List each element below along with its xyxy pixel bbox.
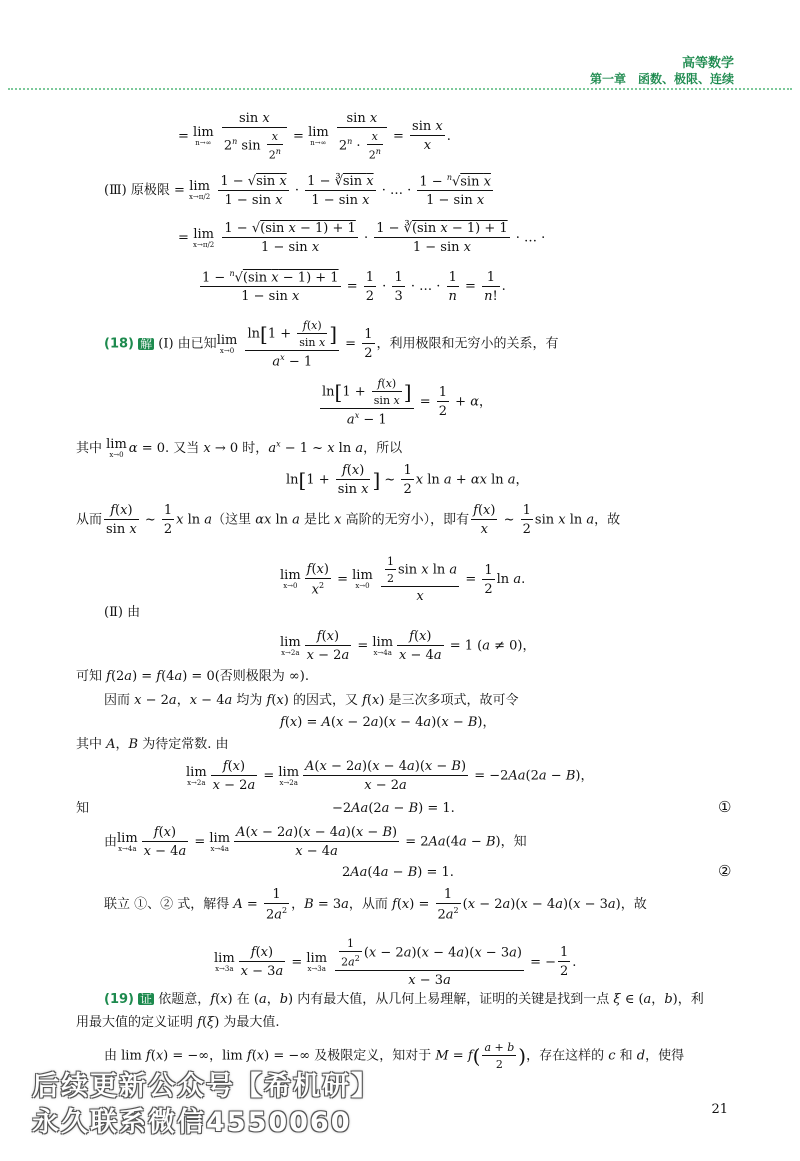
watermark-line-2: 永久联系微信4550060 xyxy=(32,1107,352,1138)
q18-row12: 其中 A，B 为待定常数. 由 xyxy=(76,737,229,752)
q18-label: (18) xyxy=(104,336,134,352)
q17-row2: (Ⅲ) 原极限 = lim x→π/2 $\frac{\text{1 − √sin x}}{\text{1 − sin x}}$ · $\frac{\text{1 − ∛sin x}}{\text{1 − sin x}}$ · … · $\frac{1 - ^n√\sin x}{\text{1 − sin x}}$ xyxy=(104,173,491,209)
q18-row18: lim x→3a $\frac{f(x)}{x - 3a}$ = lim x→3a $\frac{1}{2a^2}$ (x − 2a)(x − 4a)(x − 3a) x − 3a = − $\frac{1}{2}$ . xyxy=(214,937,577,988)
q18-badge: 解 xyxy=(140,336,153,351)
q18-row10: 因而 x − 2a，x − 4a 均为 f(x) 的因式，又 f(x) 是三次多项式，故可令 xyxy=(104,693,519,708)
page-number: 21 xyxy=(711,1102,728,1117)
chapter-title: 第一章 函数、极限、连续 xyxy=(589,72,734,86)
q19-label: (19) xyxy=(104,992,134,1007)
q18-row3: 其中 lim x→0 α = 0. 又当 x → 0 时，$a^x - 1$ ~ x ln a，所以 xyxy=(76,437,403,459)
q18-row8: lim x→2a $\frac{f(x)}{x - 2a}$ = lim x→4a $\frac{f(x)}{x - 4a}$ = 1 (a ≠ 0)， xyxy=(280,629,536,663)
q18-row17: 联立 ①、② 式，解得 A = $\frac{1}{2a^2}$ ，B = 3a，从而 f(x) = $\frac{1}{2a^2}$ (x − 2a)(x − 4a)(x − 3a)，故 xyxy=(104,887,647,923)
q18-row9: 可知 f(2a) = f(4a) = 0(否则极限为 ∞). xyxy=(76,669,309,684)
watermark-line-1: 后续更新公众号【希机研】 xyxy=(32,1071,380,1102)
q18-row2: ln[1 + $\frac{f(x)}{\text{sin x}}$ ] $a^x - 1$ = $\frac{1}{2}$ + α， xyxy=(322,377,492,428)
q19-badge: 证 xyxy=(140,992,153,1006)
header-divider xyxy=(8,88,792,90)
q17-row1: = lim n→∞ sin x 2$^n$ sin $\frac{x}{2^n}$ = lim n→∞ sin x $2^n$ · $\frac{x}{2^n}$ = $\frac{\text{sin x}}{x}$ . xyxy=(178,111,451,162)
q18-row1: (18) 解 (Ⅰ) 由已知 lim x→0 ln[1 + $\frac{f(x)}{\text{sin x}}$ ] $a^x - 1$ = $\frac{1}{2}$ ，利用极限和无穷小的关系，有 xyxy=(104,319,559,370)
q18-row14: −2Aa(2a − B) = 1. xyxy=(332,801,455,816)
q18-row13: lim x→2a $\frac{f(x)}{x - 2a}$ = lim x→2a $\frac{A(x - 2a)(x - 4a)(x - B)}{x - 2a}$ = −2Aa(2a − B)， xyxy=(186,759,594,793)
q18-row14-prefix: 知 xyxy=(76,801,90,816)
q18-row5: 从而 $\frac{f(x)}{\text{sin x}}$ ~ $\frac{1}{2}$ x ln a（这里 αx ln a 是比 x 高阶的无穷小），即有 $\frac{f(x)}{x}$ ~ $\frac{1}{2}$ sin x ln a，故 xyxy=(76,503,621,537)
q19-row2: 用最大值的定义证明 f(ξ) 为最大值. xyxy=(76,1015,280,1030)
q18-row4: ln[1 + $\frac{f(x)}{\text{sin x}}$ ] ~ $\frac{1}{2}$ x ln a + αx ln a， xyxy=(286,463,529,497)
book-title: 高等数学 xyxy=(681,56,734,71)
q18-row15: 由 lim x→4a $\frac{f(x)}{x - 4a}$ = lim x→4a $\frac{A(x - 2a)(x - 4a)(x - B)}{x - 4a}$ = 2Aa(4a − B)，知 xyxy=(104,825,527,859)
q19-row1: (19) 证 依题意，f(x) 在 (a，b) 内有最大值，从几何上易理解，证明的关键是找到一点 ξ ∈ (a，b)，利 xyxy=(104,992,704,1007)
q17-row3: = lim x→π/2 $\frac{\text{1 − √(sin x − 1) + 1}}{\text{1 − sin x}}$ · $\frac{\text{1 − ∛(sin x − 1) + 1}}{\text{1 − sin x}}$ · … · xyxy=(178,221,546,255)
q18-row16: 2Aa(4a − B) = 1. xyxy=(342,865,454,880)
q18-row7: (Ⅱ) 由 xyxy=(104,605,141,620)
q19-row3: 由 lim f(x) = −∞，lim f(x) = −∞ 及极限定义，知对于 M = f( $\frac{a + b}{2}$ )，存在这样的 c 和 d，使得 xyxy=(104,1041,685,1071)
q18-row11: f(x) = A(x − 2a)(x − 4a)(x − B)， xyxy=(280,715,496,730)
q17-row4: $\frac{1 - ^n√(\sin x - 1) + 1}{\text{1 − sin x}}$ = $\frac{1}{2}$ · $\frac{1}{3}$ · … · $\frac{1}{n}$ = $\frac{1}{n!}$ . xyxy=(202,269,506,305)
equation-number-1: ① xyxy=(718,798,732,816)
q18-row6: lim x→0 $\frac{f(x)}{x^2}$ = lim x→0 $\frac{1}{2}$ sin x ln a x = $\frac{1}{2}$ ln a. xyxy=(280,555,526,604)
equation-number-2: ② xyxy=(718,862,732,880)
